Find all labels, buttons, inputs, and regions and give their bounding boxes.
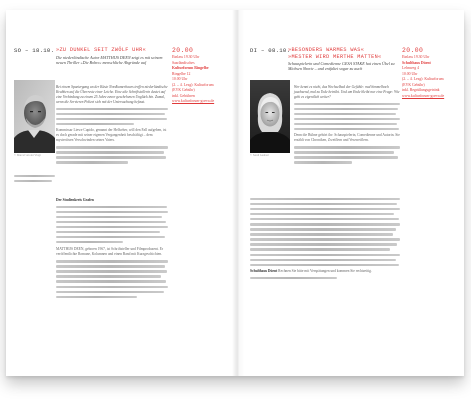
right-time: 20.00 bbox=[402, 47, 424, 54]
author-photo-matthijs-deen bbox=[14, 80, 55, 153]
right-para-mid: Denn die Bühne gehört ihr: Schauspielerin, Comedienne und Autorin. Sie erzählt von Chroniken, Zweiflern und Verzweiflern. bbox=[294, 133, 400, 143]
right-venue-line: Lehnweg 4 bbox=[402, 66, 419, 70]
text-line bbox=[250, 213, 394, 215]
right-intro-text: Wer kennt es nicht, das Wechselbad der Gefühle: mal himmelhoch jauchzend, mal zu Tode betrübt. Und am Ende bleibt nur eine Frage: Wie geht es eigentlich weiter? bbox=[294, 85, 400, 100]
left-author-bio: MATTHIJS DEEN, geboren 1967, ist Schriftsteller und Filmproduzent. Er veröffentlichte Romane, Kolumnen und einen Band mit Kurzgeschichten. bbox=[56, 247, 164, 257]
left-bold-phrase: Der Studienkreis Grafen bbox=[56, 198, 94, 202]
right-article-body bbox=[294, 85, 400, 164]
left-deck: Die niederländische Autor MATTHIJS DEEN zeigt es mit seinem neuen Thriller »Die Bohre« menschliche Abgründe auf bbox=[56, 54, 163, 65]
text-line bbox=[56, 296, 137, 298]
author-photo-gesa-stake bbox=[250, 80, 290, 153]
right-headline: »BESONDERS WARMES WAS« bbox=[288, 47, 365, 53]
left-bold-lead bbox=[56, 198, 168, 203]
right-deck: Schauspielerin und Comedienne GESA STAKE hat einen Übel zu Michsen Shorte – und entfaltet sogar zu auch bbox=[288, 61, 395, 72]
left-photo-caption: © Marcel van der Vlugt bbox=[14, 154, 41, 157]
text-line bbox=[56, 156, 166, 158]
text-line bbox=[56, 123, 134, 125]
author-portrait bbox=[250, 80, 290, 153]
text-line bbox=[250, 259, 396, 261]
text-line bbox=[294, 161, 352, 163]
right-venue-line: Einlass 19.30 Uhr bbox=[402, 55, 430, 59]
text-line bbox=[294, 151, 394, 153]
text-line bbox=[294, 156, 398, 158]
text-line bbox=[56, 265, 165, 267]
right-venue-link[interactable]: www.kulturforum-goeva.de bbox=[402, 93, 445, 98]
left-venue-line: inkl. Gebühren bbox=[172, 93, 195, 98]
left-venue bbox=[172, 55, 230, 105]
text-line bbox=[250, 208, 400, 210]
text-line bbox=[294, 146, 400, 148]
text-line bbox=[294, 128, 399, 130]
text-line bbox=[294, 118, 400, 120]
text-line bbox=[250, 243, 397, 245]
text-line bbox=[294, 123, 397, 125]
text-line bbox=[56, 236, 165, 238]
text-line bbox=[14, 175, 55, 177]
text-line bbox=[294, 113, 396, 115]
left-side-column bbox=[14, 175, 55, 182]
text-line bbox=[56, 113, 165, 115]
text-line bbox=[56, 231, 160, 233]
text-line bbox=[294, 108, 398, 110]
author-portrait bbox=[14, 80, 55, 153]
text-line bbox=[56, 275, 161, 277]
left-venue-line: (2. – 4. Lesg): Kulturforum bbox=[172, 82, 214, 87]
text-line bbox=[250, 264, 399, 266]
text-line bbox=[56, 211, 168, 213]
text-line bbox=[250, 254, 400, 256]
left-venue-line: (EVK Gebühr) bbox=[172, 88, 195, 92]
text-line bbox=[56, 241, 123, 243]
right-heading-block bbox=[288, 47, 398, 72]
right-venue bbox=[402, 55, 460, 99]
right-photo-caption: © Sarah Gaubert bbox=[250, 154, 269, 157]
text-line bbox=[56, 270, 167, 272]
left-para-mid: Kommissar Liewe Cupido, genannt der Hellseher, will den Fall aufgeben, ist es doch gerade mit seiner eigenen Vergangenheit beschäftigt – dem mysteriösen Verschwinden seines Vaters. bbox=[56, 128, 167, 143]
text-line bbox=[250, 233, 393, 235]
left-venue-line: 10.00 Uhr bbox=[172, 77, 188, 81]
left-venue-line: Ringelbe 12 bbox=[172, 71, 191, 76]
text-line bbox=[56, 161, 128, 163]
right-article-lower bbox=[250, 198, 400, 279]
text-line bbox=[250, 198, 400, 200]
left-headline: »ZU DUNKEL SEIT ZWÖLF UHR« bbox=[56, 47, 147, 53]
text-line bbox=[250, 248, 390, 250]
left-date: SO – 18.10. bbox=[14, 47, 55, 54]
right-date: DI – 08.10. bbox=[250, 47, 291, 54]
right-closing-text: Rechnen Sie bitte mit Verspätungen und kommen Sie rechtzeitig. bbox=[278, 268, 372, 273]
left-intro-text: Bei einem Spaziergang an der Küste Nordkamerbaars treffen niederländische Krabben auf die Überreste einer Leiche. Eine alte Schriftstellerin deutet auf eine Verbindung zu einem 25 Jahre zuvor geschehenen Unglück hin. Zumal, wenn die Servieren Polizei sich mit der Untersuchung befasst. bbox=[56, 85, 168, 105]
left-venue-line: Saarländisches bbox=[172, 60, 195, 65]
right-venue-line: 10.00 Uhr bbox=[402, 71, 418, 76]
left-venue-line: Einlass 19.30 Uhr bbox=[172, 55, 200, 59]
text-line bbox=[14, 180, 52, 182]
magazine-spread bbox=[6, 10, 464, 376]
text-line bbox=[56, 216, 162, 218]
right-bold-phrase: Schulthaus Dürnt bbox=[250, 268, 278, 273]
right-closing-line bbox=[250, 269, 400, 274]
text-line bbox=[250, 277, 337, 279]
left-heading-block bbox=[56, 47, 168, 65]
text-line bbox=[250, 238, 400, 240]
left-venue-line: Kulturforum Ringelbe bbox=[172, 66, 209, 70]
right-event-info bbox=[402, 47, 460, 99]
text-line bbox=[56, 226, 168, 228]
page-fold bbox=[232, 10, 244, 376]
text-line bbox=[250, 218, 399, 220]
text-line bbox=[56, 151, 164, 153]
text-line bbox=[250, 203, 397, 205]
text-line bbox=[56, 146, 168, 148]
right-venue-line: (2. – 4. Lesg): Kulturforum bbox=[402, 77, 444, 81]
left-venue-link[interactable]: www.kulturforum-goeva.de bbox=[172, 99, 215, 103]
text-line bbox=[56, 108, 168, 110]
text-line bbox=[56, 260, 168, 262]
text-line bbox=[56, 280, 166, 282]
right-venue-line: inkl. Begrüßungsgetränk bbox=[402, 88, 440, 92]
text-line bbox=[56, 291, 164, 293]
right-headline-2: »MESTER WIRD MERTHE MATTEN« bbox=[288, 53, 382, 60]
text-line bbox=[56, 118, 167, 120]
left-article-lower bbox=[56, 198, 168, 298]
text-line bbox=[56, 286, 168, 288]
right-venue-line: Schulthaus Dürnt bbox=[402, 60, 431, 65]
text-line bbox=[294, 103, 400, 105]
left-event-info bbox=[172, 47, 230, 105]
text-line bbox=[250, 228, 396, 230]
right-venue-line: (EVK Gebühr) bbox=[402, 82, 425, 87]
left-article-body bbox=[56, 85, 168, 164]
left-time: 20.00 bbox=[172, 47, 194, 54]
text-line bbox=[56, 221, 166, 223]
text-line bbox=[56, 206, 167, 208]
text-line bbox=[250, 223, 400, 225]
